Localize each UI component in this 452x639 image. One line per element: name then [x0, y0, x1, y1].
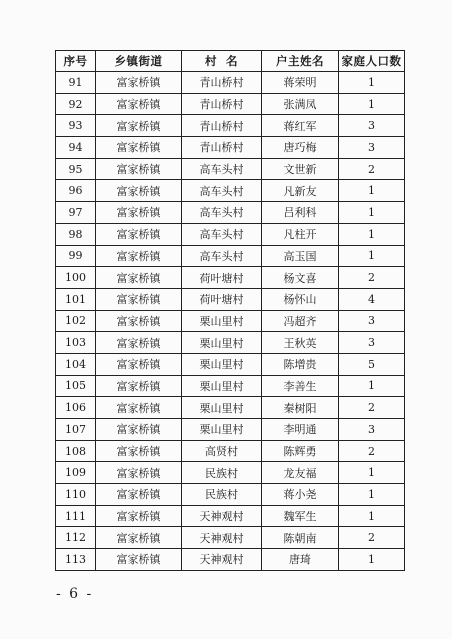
cell-town: 富家桥镇: [96, 158, 182, 180]
cell-serial: 99: [56, 245, 96, 267]
cell-town: 富家桥镇: [96, 72, 182, 94]
table-row: [56, 375, 405, 397]
cell-serial: 96: [56, 180, 96, 202]
cell-serial: 101: [56, 288, 96, 310]
cell-family-size: 1: [339, 375, 405, 397]
cell-householder: 蒋红军: [262, 115, 339, 137]
cell-householder: 唐巧梅: [262, 137, 339, 159]
cell-village: 栗山里村: [182, 310, 262, 332]
cell-serial: 113: [56, 549, 96, 571]
cell-family-size: 2: [339, 267, 405, 289]
cell-householder: 陈辉勇: [262, 440, 339, 462]
cell-village: 民族村: [182, 484, 262, 506]
cell-serial: 94: [56, 137, 96, 159]
table-row: [56, 223, 405, 245]
cell-serial: 111: [56, 505, 96, 527]
cell-village: 栗山里村: [182, 353, 262, 375]
table-row: [56, 440, 405, 462]
cell-serial: 91: [56, 72, 96, 94]
cell-serial: 93: [56, 115, 96, 137]
cell-family-size: 3: [339, 115, 405, 137]
cell-village: 荷叶塘村: [182, 288, 262, 310]
cell-householder: 杨怀山: [262, 288, 339, 310]
cell-serial: 105: [56, 375, 96, 397]
cell-family-size: 1: [339, 202, 405, 224]
cell-town: 富家桥镇: [96, 180, 182, 202]
cell-village: 栗山里村: [182, 419, 262, 441]
cell-village: 天神观村: [182, 527, 262, 549]
cell-town: 富家桥镇: [96, 440, 182, 462]
cell-village: 青山桥村: [182, 72, 262, 94]
cell-householder: 张满凤: [262, 93, 339, 115]
cell-village: 天神观村: [182, 505, 262, 527]
cell-family-size: 2: [339, 527, 405, 549]
cell-serial: 112: [56, 527, 96, 549]
cell-town: 富家桥镇: [96, 353, 182, 375]
cell-householder: 文世新: [262, 158, 339, 180]
table-row: [56, 484, 405, 506]
cell-town: 富家桥镇: [96, 527, 182, 549]
table-row: [56, 72, 405, 94]
cell-householder: 李善生: [262, 375, 339, 397]
cell-town: 富家桥镇: [96, 505, 182, 527]
table-row: [56, 549, 405, 571]
cell-family-size: 2: [339, 158, 405, 180]
cell-town: 富家桥镇: [96, 245, 182, 267]
cell-householder: 凡柱开: [262, 223, 339, 245]
cell-village: 高车头村: [182, 158, 262, 180]
table-row: [56, 462, 405, 484]
cell-village: 高车头村: [182, 202, 262, 224]
cell-householder: 凡新友: [262, 180, 339, 202]
cell-family-size: 1: [339, 245, 405, 267]
cell-town: 富家桥镇: [96, 310, 182, 332]
table-row: [56, 353, 405, 375]
cell-town: 富家桥镇: [96, 202, 182, 224]
cell-town: 富家桥镇: [96, 93, 182, 115]
cell-village: 青山桥村: [182, 93, 262, 115]
cell-householder: 高玉国: [262, 245, 339, 267]
cell-serial: 104: [56, 353, 96, 375]
cell-family-size: 3: [339, 310, 405, 332]
cell-family-size: 2: [339, 440, 405, 462]
table-row: [56, 180, 405, 202]
cell-village: 高车头村: [182, 245, 262, 267]
cell-family-size: 3: [339, 419, 405, 441]
table-row: [56, 245, 405, 267]
table-row: [56, 332, 405, 354]
table-row: [56, 505, 405, 527]
cell-family-size: 1: [339, 462, 405, 484]
cell-town: 富家桥镇: [96, 137, 182, 159]
cell-family-size: 1: [339, 93, 405, 115]
cell-town: 富家桥镇: [96, 549, 182, 571]
cell-family-size: 1: [339, 549, 405, 571]
table-row: [56, 93, 405, 115]
cell-family-size: 1: [339, 180, 405, 202]
cell-family-size: 1: [339, 505, 405, 527]
cell-serial: 110: [56, 484, 96, 506]
page-number: - 6 -: [56, 586, 94, 602]
table-row: [56, 115, 405, 137]
cell-town: 富家桥镇: [96, 462, 182, 484]
cell-serial: 97: [56, 202, 96, 224]
cell-householder: 李明通: [262, 419, 339, 441]
cell-town: 富家桥镇: [96, 332, 182, 354]
cell-village: 栗山里村: [182, 332, 262, 354]
cell-town: 富家桥镇: [96, 484, 182, 506]
cell-serial: 98: [56, 223, 96, 245]
cell-village: 天神观村: [182, 549, 262, 571]
table-header-row: [56, 51, 405, 72]
header-family-size: 家庭人口数: [339, 51, 405, 72]
cell-householder: 吕利科: [262, 202, 339, 224]
table-row: [56, 267, 405, 289]
cell-town: 富家桥镇: [96, 115, 182, 137]
cell-householder: 蒋荣明: [262, 72, 339, 94]
cell-village: 栗山里村: [182, 397, 262, 419]
cell-village: 高车头村: [182, 223, 262, 245]
cell-serial: 102: [56, 310, 96, 332]
cell-serial: 109: [56, 462, 96, 484]
cell-householder: 陈增贵: [262, 353, 339, 375]
cell-family-size: 4: [339, 288, 405, 310]
cell-serial: 103: [56, 332, 96, 354]
cell-serial: 95: [56, 158, 96, 180]
cell-householder: 王秋英: [262, 332, 339, 354]
cell-householder: 陈朝南: [262, 527, 339, 549]
cell-village: 栗山里村: [182, 375, 262, 397]
header-town: 乡镇街道: [96, 51, 182, 72]
cell-village: 高贤村: [182, 440, 262, 462]
table-row: [56, 202, 405, 224]
cell-town: 富家桥镇: [96, 267, 182, 289]
table-row: [56, 397, 405, 419]
cell-family-size: 2: [339, 397, 405, 419]
table-row: [56, 310, 405, 332]
table-row: [56, 158, 405, 180]
cell-village: 荷叶塘村: [182, 267, 262, 289]
cell-town: 富家桥镇: [96, 288, 182, 310]
cell-householder: 杨文喜: [262, 267, 339, 289]
header-serial: 序号: [56, 51, 96, 72]
cell-family-size: 3: [339, 332, 405, 354]
cell-householder: 秦树阳: [262, 397, 339, 419]
table-row: [56, 419, 405, 441]
cell-serial: 100: [56, 267, 96, 289]
cell-village: 民族村: [182, 462, 262, 484]
cell-village: 青山桥村: [182, 137, 262, 159]
cell-family-size: 1: [339, 72, 405, 94]
cell-town: 富家桥镇: [96, 419, 182, 441]
cell-family-size: 1: [339, 223, 405, 245]
cell-town: 富家桥镇: [96, 375, 182, 397]
cell-serial: 106: [56, 397, 96, 419]
cell-householder: 蒋小尧: [262, 484, 339, 506]
header-village: 村 名: [182, 51, 262, 72]
cell-town: 富家桥镇: [96, 397, 182, 419]
cell-serial: 92: [56, 93, 96, 115]
cell-householder: 唐琦: [262, 549, 339, 571]
cell-householder: 冯超齐: [262, 310, 339, 332]
cell-town: 富家桥镇: [96, 223, 182, 245]
cell-family-size: 5: [339, 353, 405, 375]
cell-village: 青山桥村: [182, 115, 262, 137]
cell-village: 高车头村: [182, 180, 262, 202]
table-row: [56, 527, 405, 549]
table-body: [56, 72, 405, 571]
cell-serial: 107: [56, 419, 96, 441]
cell-family-size: 3: [339, 137, 405, 159]
header-householder: 户主姓名: [262, 51, 339, 72]
cell-serial: 108: [56, 440, 96, 462]
household-table: [55, 50, 405, 571]
cell-family-size: 1: [339, 484, 405, 506]
table-row: [56, 137, 405, 159]
table-row: [56, 288, 405, 310]
cell-householder: 魏军生: [262, 505, 339, 527]
cell-householder: 龙友福: [262, 462, 339, 484]
